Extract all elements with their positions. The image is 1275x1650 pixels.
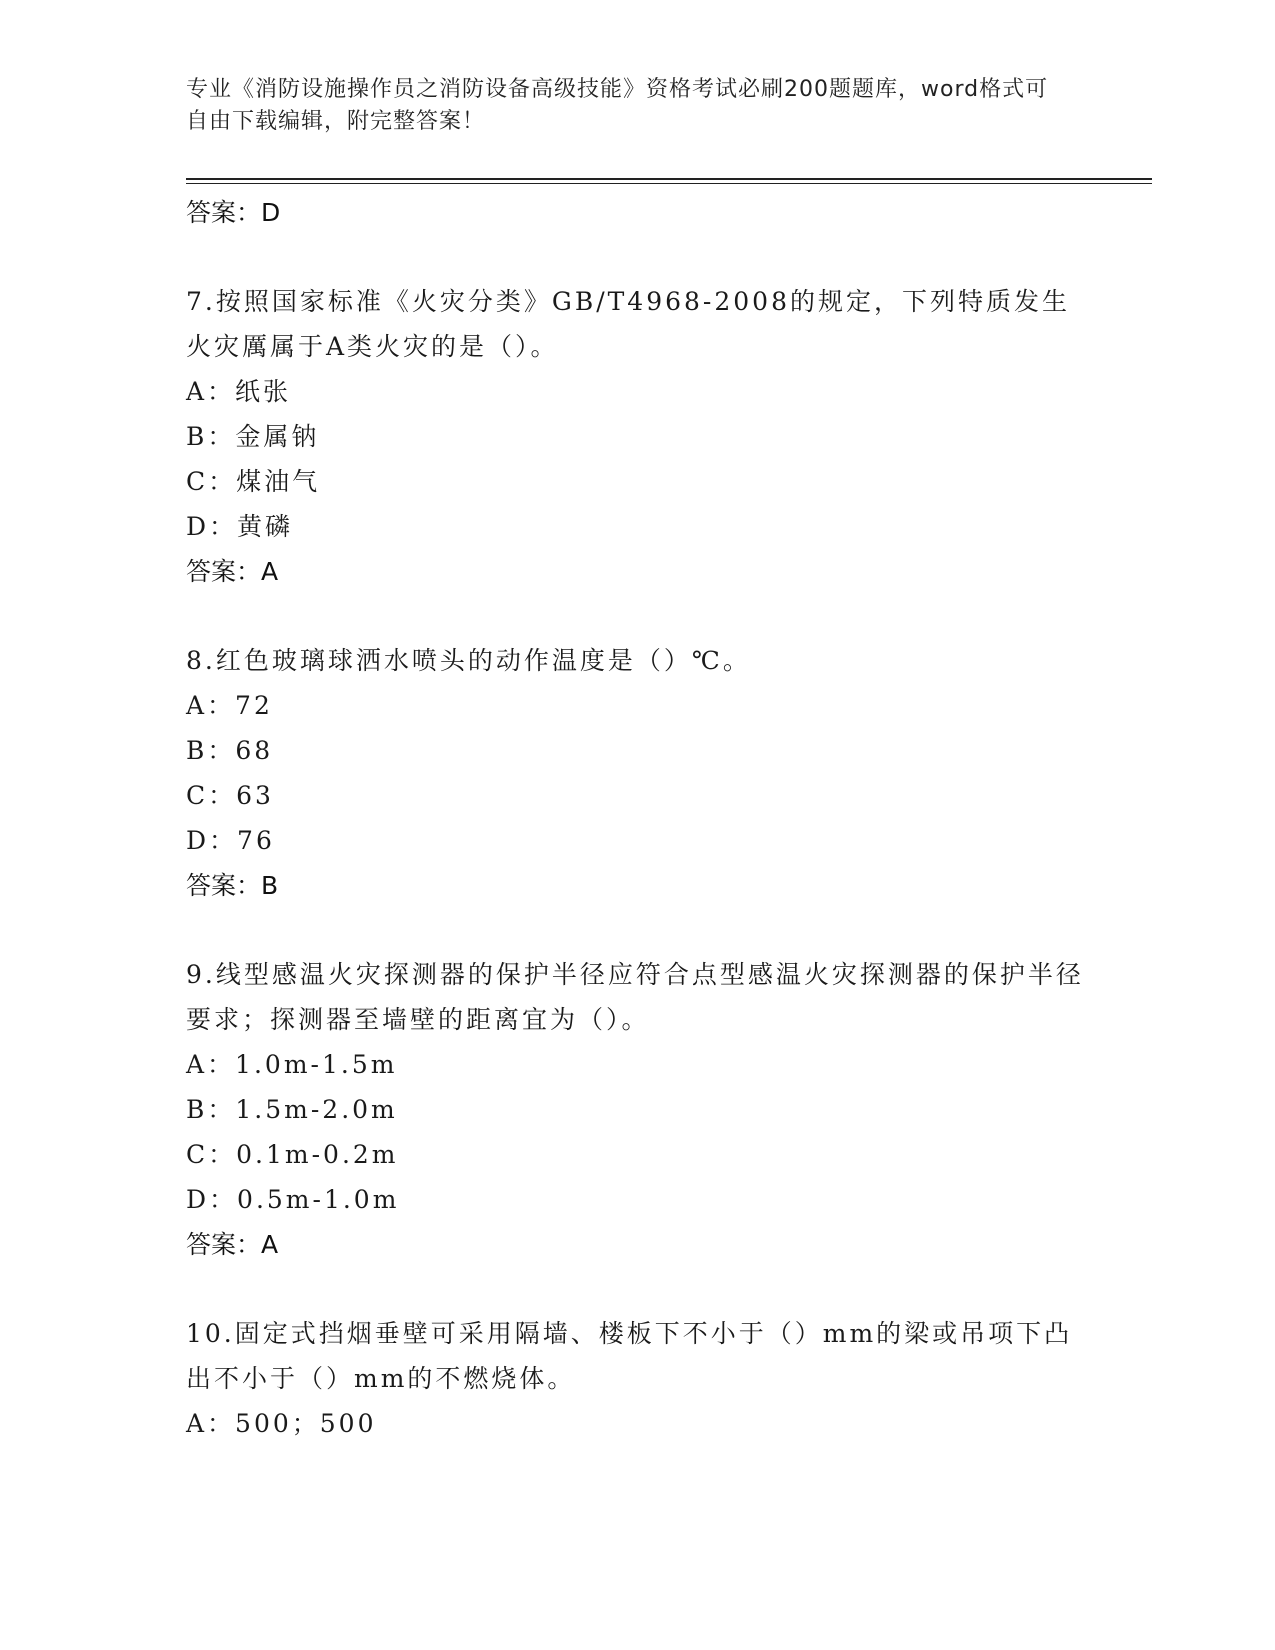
option-c: C：煤油气 bbox=[186, 467, 321, 496]
question-stem: 8.红色玻璃球洒水喷头的动作温度是（）℃。 bbox=[186, 646, 751, 675]
option-a: A：1.0m-1.5m bbox=[186, 1050, 398, 1079]
option-d: D：0.5m-1.0m bbox=[186, 1185, 400, 1214]
option-b: B：68 bbox=[186, 736, 274, 765]
question-7 bbox=[186, 279, 1086, 594]
question-list bbox=[186, 190, 1086, 1490]
option-d: D：黄磷 bbox=[186, 512, 294, 541]
question-10 bbox=[186, 1311, 1086, 1446]
question-stem: 7.按照国家标准《火灾分类》GB/T4968-2008的规定，下列特质发生火灾厲属于A类火灾的是（）。 bbox=[186, 287, 1070, 361]
header-note: 专业《消防设施操作员之消防设备高级技能》资格考试必刷200题题库，word格式可自由下载编辑，附完整答案！ bbox=[186, 77, 1049, 134]
option-a: A：72 bbox=[186, 691, 273, 720]
option-c: C：63 bbox=[186, 781, 274, 810]
option-a: A：500；500 bbox=[186, 1409, 377, 1438]
option-b: B：1.5m-2.0m bbox=[186, 1095, 398, 1124]
question-stem: 9.线型感温火灾探测器的保护半径应符合点型感温火灾探测器的保护半径要求；探测器至墙壁的距离宜为（）。 bbox=[186, 960, 1084, 1034]
question-stem: 10.固定式挡烟垂壁可采用隔墙、楼板下不小于（）mm的梁或吊项下凸出不小于（）mm的不燃烧体。 bbox=[186, 1319, 1073, 1393]
header-divider-thick bbox=[186, 178, 1152, 180]
option-b: B：金属钠 bbox=[186, 422, 320, 451]
header-divider-thin bbox=[186, 183, 1152, 184]
option-a: A：纸张 bbox=[186, 377, 292, 406]
question-8 bbox=[186, 638, 1086, 908]
answer: 答案：A bbox=[186, 1230, 279, 1259]
answer: 答案：B bbox=[186, 871, 279, 900]
previous-answer: 答案：D bbox=[186, 198, 281, 227]
question-9 bbox=[186, 952, 1086, 1267]
answer: 答案：A bbox=[186, 557, 279, 586]
option-d: D：76 bbox=[186, 826, 275, 855]
option-c: C：0.1m-0.2m bbox=[186, 1140, 399, 1169]
